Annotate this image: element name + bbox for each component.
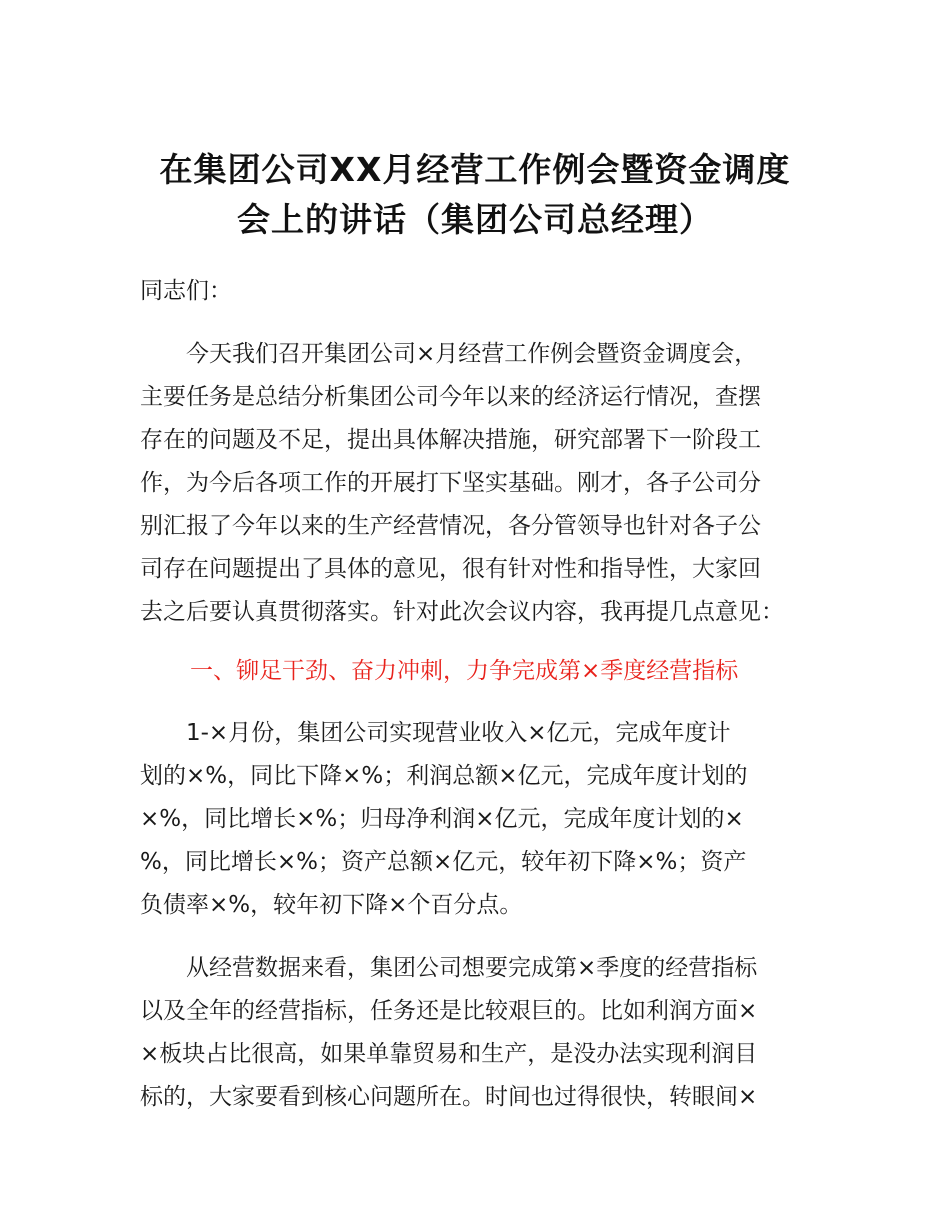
section-heading: 一、铆足干劲、奋力冲刺，力争完成第×季度经营指标 [190,658,739,684]
text-line: 今天我们召开集团公司×月经营工作例会暨资金调度会， [140,341,758,367]
text-line: 1-×月份，集团公司实现营业收入×亿元，完成年度计 [140,720,731,746]
text-line: 划的×%，同比下降×%；利润总额×亿元，完成年度计划的 [140,763,748,789]
text-line: 负债率×%，较年初下降×个百分点。 [140,892,523,918]
text-line: 标的，大家要看到核心问题所在。时间也过得很快，转眼间× [140,1084,758,1110]
text-line: 存在的问题及不足，提出具体解决措施，研究部署下一阶段工 [140,427,761,453]
text-line: 去之后要认真贯彻落实。针对此次会议内容，我再提几点意见： [140,599,784,625]
text-line: 以及全年的经营指标，任务还是比较艰巨的。比如利润方面× [140,998,758,1024]
document-title [100,145,850,245]
text-line: ×%，同比增长×%；归母净利润×亿元，完成年度计划的× [140,806,744,832]
text-line: 作，为今后各项工作的开展打下坚实基础。刚才，各子公司分 [140,470,761,496]
paragraph-operating-data [140,712,840,927]
text-line: 司存在问题提出了具体的意见，很有针对性和指导性，大家回 [140,556,761,582]
title-line-2: 会上的讲话（集团公司总经理） [237,200,713,239]
text-line: 别汇报了今年以来的生产经营情况，各分管领导也针对各子公 [140,513,761,539]
salutation: 同志们： [140,278,232,304]
text-line: %，同比增长×%；资产总额×亿元，较年初下降×%；资产 [140,849,747,875]
title-line-1: 在集团公司XX月经营工作例会暨资金调度 [159,150,791,189]
paragraph-intro [140,333,840,634]
text-line: 主要任务是总结分析集团公司今年以来的经济运行情况，查摆 [140,384,761,410]
text-line: ×板块占比很高，如果单靠贸易和生产，是没办法实现利润目 [140,1041,758,1067]
paragraph-analysis [140,947,840,1119]
text-line: 从经营数据来看，集团公司想要完成第×季度的经营指标 [140,955,758,981]
